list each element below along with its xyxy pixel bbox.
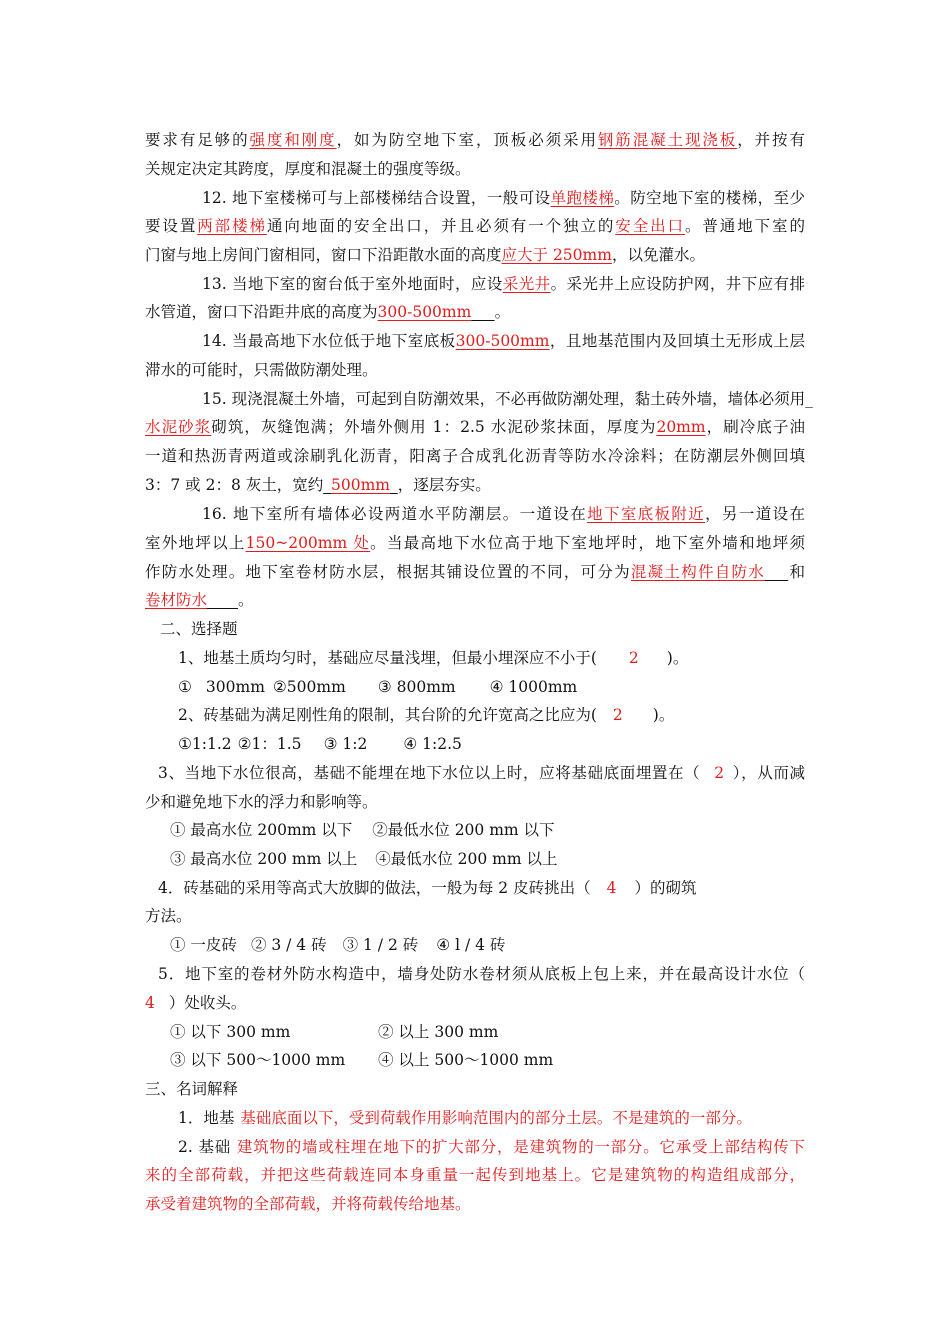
choice-q4-answer: 4 bbox=[606, 879, 617, 897]
q13-line-1: 13. 当地下室的窗台低于室外地面时，应设采光井。采光井上应设防护网，井下应有排 bbox=[202, 275, 805, 293]
choice-q1-answer: 2 bbox=[628, 649, 639, 667]
answer-concrete-self-waterproof: 混凝土构件自防水 bbox=[630, 563, 765, 581]
q15-line-4: 3：7 或 2：8 灰土，宽约 500mm ，逐层夯实。 bbox=[145, 476, 491, 494]
term-foundation-soil: 1．地基 基础底面以下，受到荷载作用影响范围内的部分土层。不是建筑的一部分。 bbox=[178, 1109, 752, 1127]
answer-single-flight-stair: 单跑楼梯 bbox=[550, 189, 615, 207]
choice-q2-stem: 2、砖基础为满足刚性角的限制，其台阶的允许宽高之比应为( 2 )。 bbox=[178, 706, 675, 724]
choice-q3-options-1: ① 最高水位 200mm 以下 ②最低水位 200 mm 以下 bbox=[170, 821, 555, 839]
answer-150-200mm: 150~200mm 处 bbox=[245, 534, 371, 552]
answer-safety-exit: 安全出口 bbox=[615, 217, 685, 235]
choice-q5-stem-2: 4 ）处收头。 bbox=[145, 994, 247, 1012]
section-heading-choice: 二、选择题 bbox=[160, 620, 238, 638]
answer-20mm: 20mm bbox=[656, 418, 706, 436]
choice-q5-stem: 5．地下室的卷材外防水构造中，墙身处防水卷材须从底板上包上来，并在最高设计水位（ bbox=[158, 965, 805, 983]
q16-line-1: 16. 地下室所有墙体必设两道水平防潮层。一道设在地下室底板附近，另一道设在 bbox=[202, 505, 805, 523]
answer-membrane-waterproof: 卷材防水 bbox=[145, 591, 208, 609]
answer-near-basement-floor: 地下室底板附近 bbox=[587, 505, 706, 523]
section-heading-terms: 三、名词解释 bbox=[145, 1080, 239, 1098]
choice-q5-answer: 4 bbox=[145, 994, 155, 1012]
q15-line-2: 水泥砂浆砌筑，灰缝饱满；外墙外侧用 1：2.5 水泥砂浆抹面，厚度为20mm，刷冷底子油 bbox=[145, 418, 805, 436]
q13-line-2: 水管道，窗口下沿距井底的高度为300-500mm 。 bbox=[145, 303, 511, 321]
choice-q1-options: ① 300mm ②500mm ③ 800mm ④ 1000mm bbox=[178, 678, 578, 696]
q16-line-4: 卷材防水 。 bbox=[145, 591, 254, 609]
answer-light-well: 采光井 bbox=[502, 275, 551, 293]
choice-q2-answer: 2 bbox=[612, 706, 623, 724]
q12-line-1: 12. 地下室楼梯可与上部楼梯结合设置，一般可设单跑楼梯。防空地下室的楼梯，至少 bbox=[202, 189, 805, 207]
choice-q2-options: ①1:1.2 ②1：1.5 ③ 1:2 ④ 1:2.5 bbox=[178, 735, 462, 753]
answer-500mm: 500mm bbox=[330, 476, 390, 494]
term-foundation: 2. 基础 建筑物的墙或柱埋在地下的扩大部分，是建筑物的一部分。它承受上部结构传下 bbox=[178, 1138, 805, 1156]
answer-above-250mm: 应大于 250mm bbox=[501, 246, 612, 264]
q12-line-3: 门窗与地上房间门窗相同，窗口下沿距散水面的高度应大于 250mm，以免灌水。 bbox=[145, 246, 705, 264]
answer-two-stairs: 两部楼梯 bbox=[197, 217, 267, 235]
term-foundation-soil-definition: 基础底面以下，受到荷载作用影响范围内的部分土层。不是建筑的一部分。 bbox=[240, 1109, 752, 1127]
choice-q3-answer: 2 bbox=[714, 764, 725, 782]
answer-cement-mortar: 水泥砂浆 bbox=[145, 418, 212, 436]
term-foundation-definition-3: 承受着建筑物的全部荷载，并将荷载传给地基。 bbox=[145, 1195, 471, 1213]
q16-line-2: 室外地坪以上150~200mm 处。当最高地下水位高于地下室地坪时，地下室外墙和地坪须 bbox=[145, 534, 805, 552]
q15-line-1: 15. 现浇混凝土外墙，可起到自防潮效果，不必再做防潮处理，黏土砖外墙，墙体必须用_ bbox=[202, 390, 813, 408]
q14-line-2: 滞水的可能时，只需做防潮处理。 bbox=[145, 361, 378, 379]
choice-q3-stem: 3、当地下水位很高，基础不能埋在地下水位以上时，应将基础底面埋置在（ 2 ），从而减 bbox=[158, 764, 805, 782]
fill-line-1: 要求有足够的强度和刚度，如为防空地下室，顶板必须采用钢筋混凝土现浇板，并按有 bbox=[145, 131, 805, 149]
q14-line-1: 14. 当最高地下水位低于地下室底板300-500mm，且地基范围内及回填土无形成上层 bbox=[202, 332, 805, 350]
choice-q4-stem-2: 方法。 bbox=[145, 907, 192, 925]
fill-line-2: 关规定决定其跨度，厚度和混凝土的强度等级。 bbox=[145, 160, 471, 178]
term-foundation-definition: 建筑物的墙或柱埋在地下的扩大部分，是建筑物的一部分。它承受上部结构传下 bbox=[236, 1138, 805, 1156]
choice-q1-stem: 1、地基土质均匀时，基础应尽量浅埋，但最小埋深应不小于( 2 )。 bbox=[178, 649, 689, 667]
answer-300-500mm-a: 300-500mm bbox=[377, 303, 472, 321]
choice-q5-options-2: ③ 以下 500～1000 mm ④ 以上 500～1000 mm bbox=[170, 1051, 554, 1069]
choice-q3-stem-2: 少和避免地下水的浮力和影响等。 bbox=[145, 793, 378, 811]
choice-q4-options: ① 一皮砖 ② 3 / 4 砖 ③ 1 / 2 砖 ④ l / 4 砖 bbox=[170, 936, 506, 954]
term-foundation-definition-2: 来的全部荷载，并把这些荷载连同本身重量一起传到地基上。它是建筑物的构造组成部分， bbox=[145, 1166, 805, 1184]
choice-q5-options-1: ① 以下 300 mm ② 以上 300 mm bbox=[170, 1023, 499, 1041]
answer-rc-slab: 钢筋混凝土现浇板 bbox=[597, 131, 738, 149]
answer-300-500mm-b: 300-500mm bbox=[455, 332, 550, 350]
q12-line-2: 要设置两部楼梯通向地面的安全出口，并且必须有一个独立的安全出口。普通地下室的 bbox=[145, 217, 805, 235]
q16-line-3: 作防水处理。地下室卷材防水层，根据其铺设位置的不同，可分为混凝土构件自防水 和 bbox=[145, 563, 805, 581]
answer-strength-stiffness: 强度和刚度 bbox=[249, 131, 337, 149]
choice-q4-stem: 4．砖基础的采用等高式大放脚的做法，一般为每 2 皮砖挑出（ 4 ）的砌筑 bbox=[158, 879, 697, 897]
choice-q3-options-2: ③ 最高水位 200 mm 以上 ④最低水位 200 mm 以上 bbox=[170, 850, 558, 868]
q15-line-3: 一道和热沥青两道或涂刷乳化沥青，阳离子合成乳化沥青等防水冷涂料；在防潮层外侧回填 bbox=[145, 447, 805, 465]
